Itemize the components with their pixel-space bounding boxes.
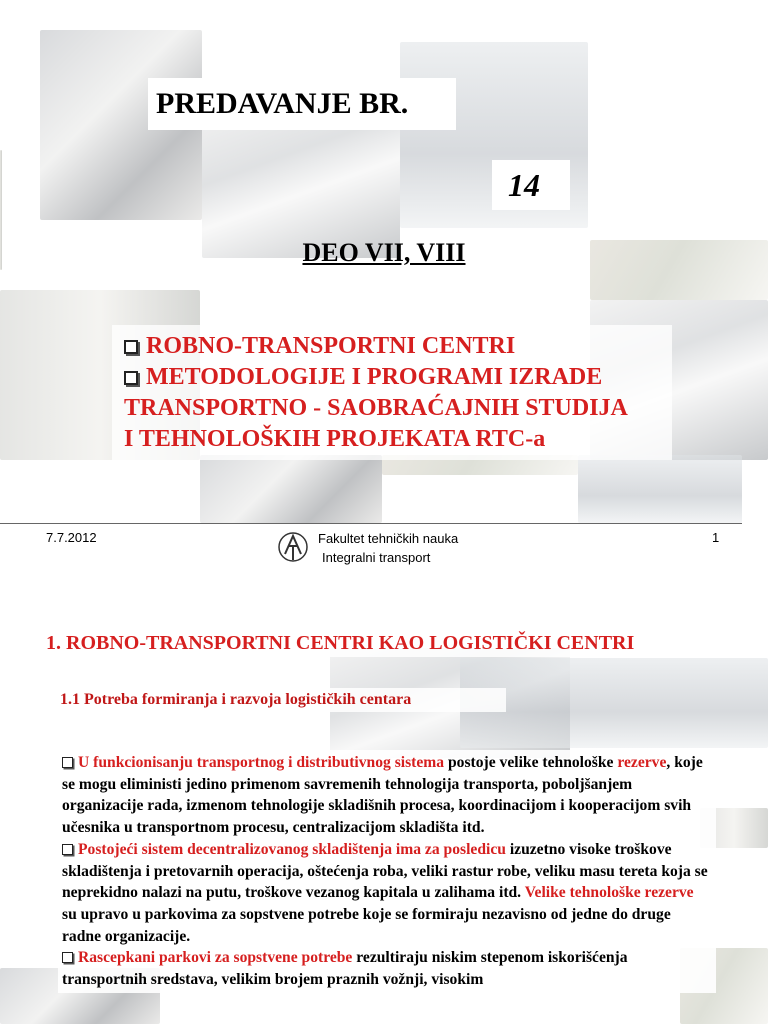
footer-organization bbox=[318, 529, 458, 567]
checkbox-bullet-icon bbox=[124, 340, 138, 354]
topic-item: METODOLOGIJE I PROGRAMI IZRADE bbox=[124, 362, 684, 393]
section-heading: 1. ROBNO-TRANSPORTNI CENTRI KAO LOGISTIČKI CENTRI bbox=[40, 630, 742, 657]
topic-line: TRANSPORTNO - SAOBRAĆAJNIH STUDIJA bbox=[124, 395, 628, 421]
rail-photo bbox=[578, 455, 742, 523]
section-subheading: 1.1 Potreba formiranja i razvoja logističkih centara bbox=[54, 688, 506, 712]
topics-list bbox=[124, 331, 684, 455]
paragraph-text: , koje se mogu eliministi jedino primenom savremenih tehnologija transporta, poboljšanjem organizacije rada, izmenom tehnologije skladišnih procesa, koordinacijom i kooperacijom svih učesnika u transportnom procesu, centralizacijom skladišta itd. bbox=[62, 754, 703, 837]
checkbox-bullet-icon bbox=[62, 757, 73, 768]
paragraph-text: postoje velike tehnološke bbox=[444, 754, 618, 771]
trucks-photo bbox=[460, 658, 768, 748]
lecture-number: 14 bbox=[508, 167, 540, 203]
paragraph-highlight: Velike tehnološke rezerve bbox=[524, 884, 694, 902]
paragraph-highlight: Postojeći sistem decentralizovanog skladištenja ima za posledicu bbox=[78, 840, 506, 858]
body-text bbox=[58, 750, 716, 993]
crane-photo bbox=[202, 108, 400, 258]
paragraph-text: rezultiraju niskim stepenom iskorišćenja transportnih sredstava, velikim brojem praznih vožnji, visokim bbox=[62, 949, 628, 989]
topic-line: I TEHNOLOŠKIH PROJEKATA RTC-a bbox=[124, 426, 546, 452]
checkbox-bullet-icon bbox=[62, 844, 73, 855]
paragraph-highlight: rezerve bbox=[617, 754, 667, 771]
lecture-subtitle: DEO VII, VIII bbox=[302, 238, 466, 267]
checkbox-bullet-icon bbox=[62, 952, 73, 963]
org-name: Fakultet tehničkih nauka bbox=[318, 531, 459, 546]
slide-2 bbox=[0, 578, 768, 1024]
paragraph-text: izuzetno visoke troškove skladištenja i pretovarnih operacija, oštećenja roba, veliki rastur robe, veliku masu tereta koja se neprekidno nalazi na putu, troškove vezanog kapitala u zalihama itd. bbox=[62, 840, 708, 902]
paragraph-highlight: Rascepkani parkovi za sopstvene potrebe bbox=[78, 949, 353, 967]
paragraph-text: su upravo u parkovima za sopstvene potrebe koje se formiraju nezavisno od jedne do druge radne organizacije. bbox=[62, 905, 671, 945]
jet-photo bbox=[200, 455, 382, 523]
checkbox-bullet-icon bbox=[124, 371, 138, 385]
topic-item: ROBNO-TRANSPORTNI CENTRI bbox=[124, 331, 684, 362]
lecture-title: PREDAVANJE BR. bbox=[156, 87, 409, 120]
paragraph-highlight: U funkcionisanju transportnog i distributivnog sistema bbox=[78, 754, 445, 771]
footer-divider bbox=[0, 523, 742, 524]
footer-page-number: 1 bbox=[712, 530, 720, 545]
faculty-logo-icon bbox=[276, 530, 310, 564]
footer-date: 7.7.2012 bbox=[46, 530, 97, 545]
org-department: Integralni transport bbox=[322, 550, 431, 565]
